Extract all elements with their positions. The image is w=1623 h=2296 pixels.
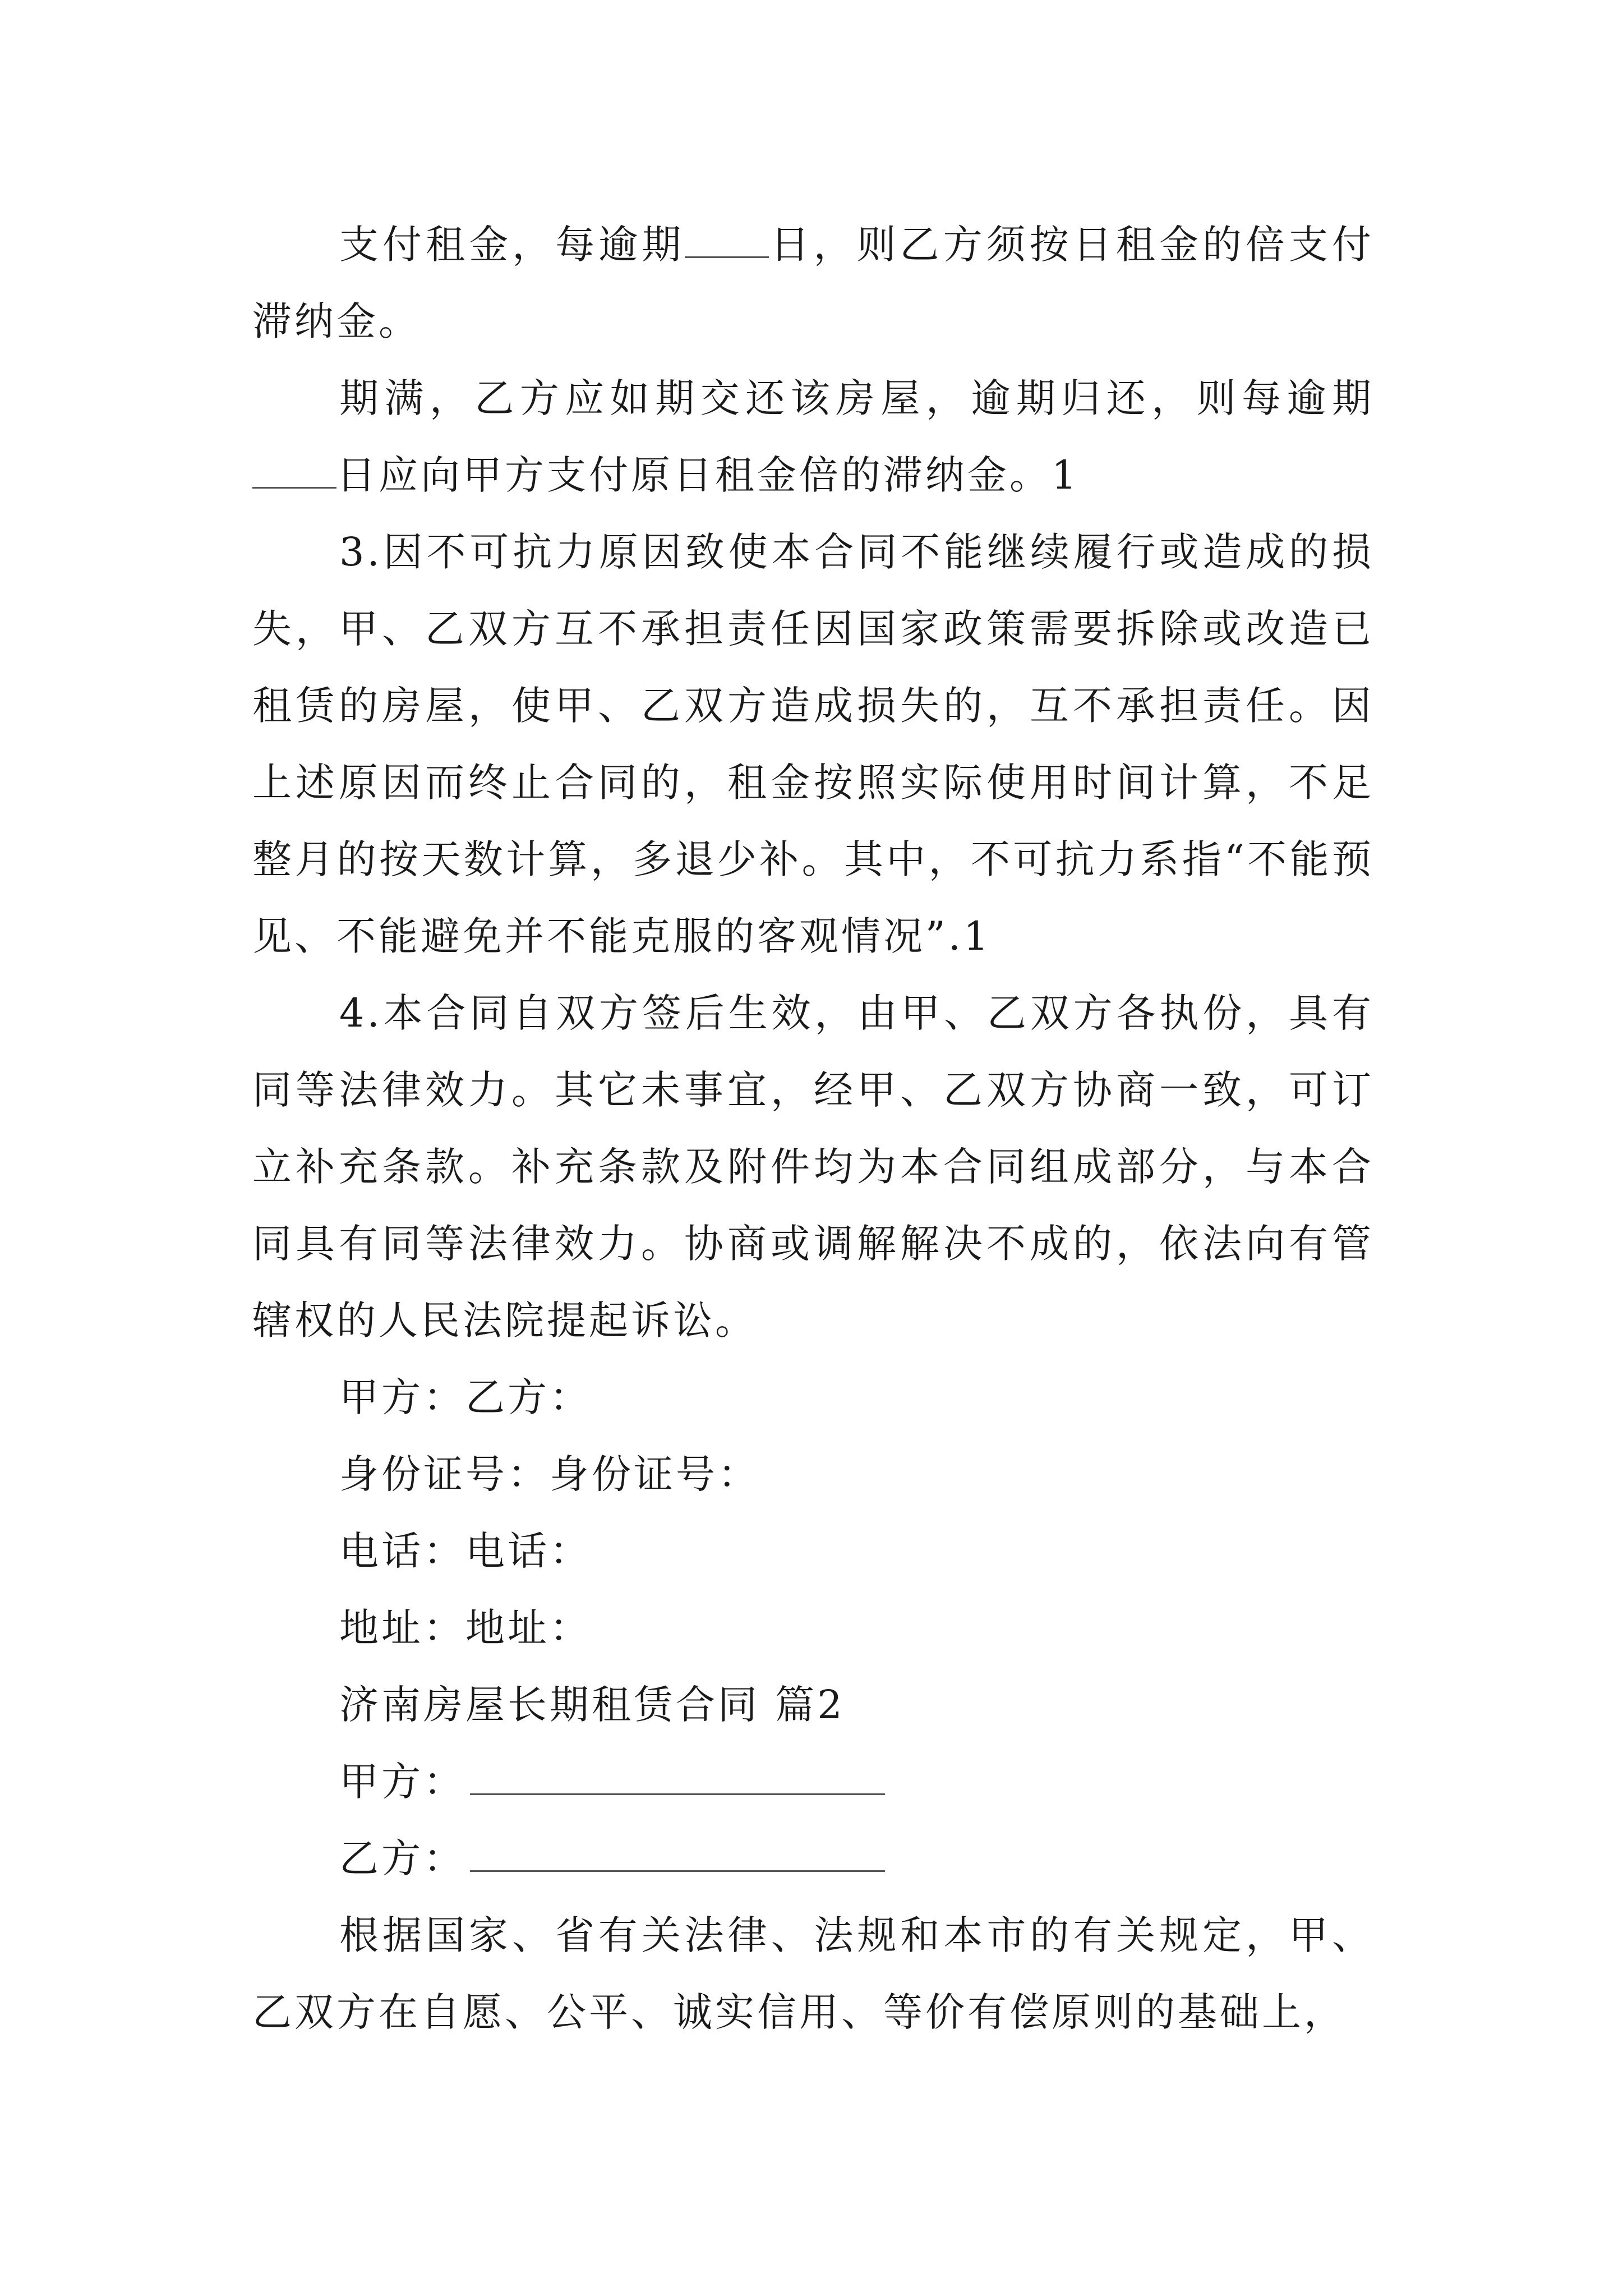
party-b-label: 乙方： (339, 1835, 465, 1881)
signature-parties: 甲方：乙方： (339, 1374, 592, 1420)
fill-blank-days-1[interactable] (685, 227, 769, 258)
section-title: 济南房屋长期租赁合同 篇2 (339, 1682, 845, 1728)
signature-phones: 电话：电话： (339, 1528, 592, 1574)
document-body (252, 206, 1374, 2051)
late-return-text-b: 日应向甲方支付原日租金倍的滞纳金。1 (336, 452, 1080, 498)
paragraph-preamble: 根据国家、省有关法律、法规和本市的有关规定，甲、乙双方在自愿、公平、诚实信用、等价有偿原则的基础上， (252, 1912, 1374, 2035)
fill-blank-days-2[interactable] (252, 458, 336, 489)
paragraph-late-rent (252, 206, 1374, 360)
paragraph-effectiveness: 4.本合同自双方签后生效，由甲、乙双方各执份，具有同等法律效力。其它未事宜，经甲、乙双方协商一致，可订立补充条款。补充条款及附件均为本合同组成部分，与本合同具有同等法律效力。协商或调解解决不成的，依法向有管辖权的人民法院提起诉讼。 (252, 990, 1374, 1343)
late-rent-text-a: 支付租金，每逾期 (339, 222, 685, 268)
paragraph-late-return (252, 360, 1374, 514)
signature-id-numbers: 身份证号：身份证号： (339, 1451, 760, 1497)
signature-addresses: 地址：地址： (339, 1605, 592, 1651)
late-return-text-a: 期满，乙方应如期交还该房屋，逾期归还，则每逾期 (339, 375, 1374, 421)
party-a-label: 甲方： (339, 1759, 465, 1805)
party-a-blank[interactable] (470, 1762, 885, 1795)
party-b-blank[interactable] (470, 1839, 885, 1872)
party-a-line (252, 1743, 1374, 1820)
late-rent-text-b: 日，则乙方须按日租金的倍支付滞纳金。 (252, 222, 1375, 344)
paragraph-force-majeure: 3.因不可抗力原因致使本合同不能继续履行或造成的损失，甲、乙双方互不承担责任因国家政策需要拆除或改造已租赁的房屋，使甲、乙双方造成损失的，互不承担责任。因上述原因而终止合同的，租金按照实际使用时间计算，不足整月的按天数计算，多退少补。其中，不可抗力系指“不能预见、不能避免并不能克服的客观情况”.1 (252, 529, 1374, 959)
party-b-line (252, 1820, 1374, 1897)
